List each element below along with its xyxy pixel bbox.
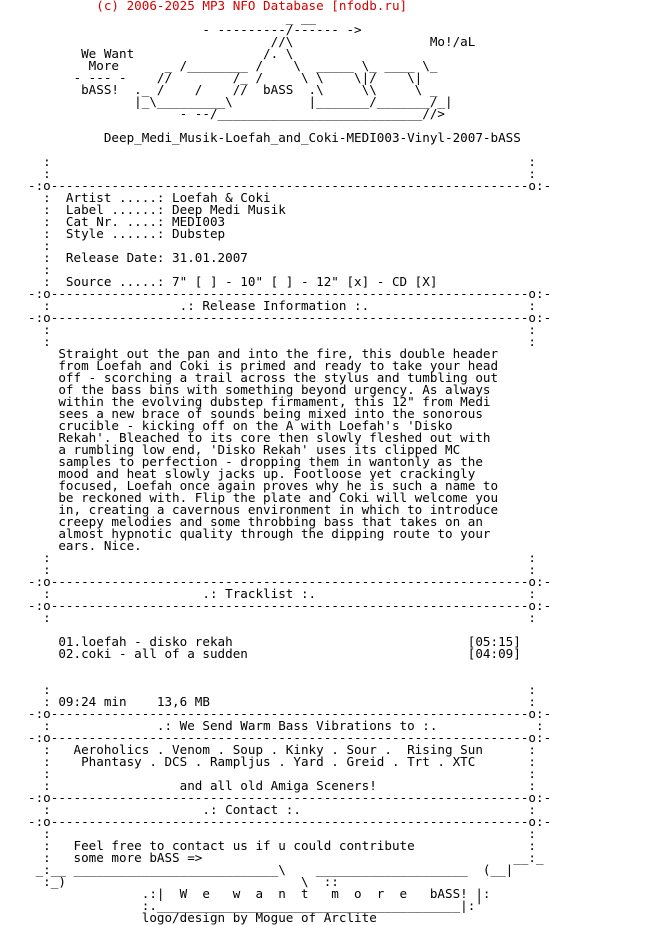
logo-art-line: bASS! ._ / / // bASS .\ \\ \ _ — [28, 82, 438, 97]
greets-line: : : — [28, 766, 536, 781]
release-text-line: be reckoned with. Flip the plate and Coki will welcome you — [28, 490, 499, 505]
info-label: : Label ......: Deep Medi Musik — [28, 202, 286, 217]
section-tracklist: : .: Tracklist :. : — [28, 586, 536, 601]
nfo-document — [28, 0, 551, 924]
logo-art-line: - --- - // /_ / \ \ \|/ \| — [28, 70, 423, 85]
contact-line: : Feel free to contact us if u could contribute : — [28, 838, 536, 853]
logo-art-line: More _ /________ / \ _____ \_ ____ \_ — [28, 58, 438, 73]
release-text-line: a rumbling low end, 'Disko Rekah' uses its clipped MC — [28, 442, 461, 457]
release-text-line: crucible - kicking off on the A with Loefah's 'Disko — [28, 418, 453, 433]
release-text-line: Straight out the pan and into the fire, this double header — [28, 346, 499, 361]
frame-rule: -:o---------------------------------------------------------------o:- — [28, 310, 552, 325]
frame-rule: -:o---------------------------------------------------------------o:- — [28, 730, 552, 745]
frame-rule: -:o---------------------------------------------------------------o:- — [28, 598, 552, 613]
release-text-line: ears. Nice. — [28, 538, 142, 553]
frame-rule: -:o---------------------------------------------------------------o:- — [28, 706, 552, 721]
release-text-line: from Loefah and Coki is primed and ready to take your head — [28, 358, 499, 373]
contact-line: : some more bASS => __:_ — [28, 850, 544, 865]
release-text-line: Rekah'. Bleached to its core then slowly fleshed out with — [28, 430, 491, 445]
frame-side: : : — [28, 154, 536, 169]
frame-rule: -:o---------------------------------------------------------------o:- — [28, 178, 552, 193]
info-catnr: : Cat Nr. ....: MEDI003 — [28, 214, 226, 229]
logo-art-line: We Want /. \ — [28, 46, 294, 61]
frame-side: : : — [28, 610, 536, 625]
release-text-line: samples to perfection - dropping them in wantonly as the — [28, 454, 483, 469]
frame-blank: : — [28, 238, 51, 253]
release-text-line: focused, Loefah once again proves why he is such a name to — [28, 478, 499, 493]
release-title: Deep_Medi_Musik-Loefah_and_Coki-MEDI003-Vinyl-2007-bASS — [28, 130, 521, 145]
info-artist: : Artist .....: Loefah & Coki — [28, 190, 271, 205]
info-style: : Style ......: Dubstep — [28, 226, 226, 241]
release-text-line: within the evolving dubstep firmament, this 12" from Medi — [28, 394, 491, 409]
section-contact: : .: Contact :. : — [28, 802, 536, 817]
frame-side: : : — [28, 550, 536, 565]
greets-line: : Phantasy . DCS . Rampljus . Yard . Greid . Trt . XTC : — [28, 754, 536, 769]
release-text-line: almost hypnotic quality through the dipping route to your — [28, 526, 491, 541]
frame-rule: -:o---------------------------------------------------------------o:- — [28, 790, 552, 805]
section-release-info: : .: Release Information :. : — [28, 298, 536, 313]
contact-line: .:| W e w a n t m o r e bASS! |: — [28, 886, 491, 901]
contact-line: : : — [28, 826, 536, 841]
track-row: 01.loefah - disko rekah [05:15] — [28, 634, 521, 649]
logo-art-line: - --/___________________________//> — [28, 106, 446, 121]
credit-line: logo/design by Mogue of Arclite — [28, 910, 377, 925]
contact-line: :.________________________________________|:' — [28, 898, 483, 913]
section-greets: : .: We Send Warm Bass Vibrations to :. : — [28, 718, 544, 733]
release-text-line: mood and heat slowly jacks up. Footloose yet crackingly — [28, 466, 476, 481]
track-row: 02.coki - all of a sudden [04:09] — [28, 646, 521, 661]
frame-side: : : — [28, 166, 536, 181]
frame-blank: : — [28, 262, 51, 277]
logo-art-line: - ---------/------ -> — [28, 22, 362, 37]
release-text-line: in, creating a cavernous environment in which to introduce — [28, 502, 499, 517]
release-text-line: of the bass bins with something beyond urgency. As always — [28, 382, 491, 397]
frame-rule: -:o---------------------------------------------------------------o:- — [28, 814, 552, 829]
frame-side: : : — [28, 322, 536, 337]
logo-art-line: _ __ — [28, 10, 317, 25]
site-banner: (c) 2006-2025 MP3 NFO Database [nfodb.ru] — [28, 0, 408, 13]
frame-rule: -:o---------------------------------------------------------------o:- — [28, 574, 552, 589]
frame-side: : : — [28, 562, 536, 577]
frame-side: : : — [28, 682, 536, 697]
contact-line: :_) \ :: — [28, 874, 483, 889]
contact-line: _:__ ___________________________\ ____________________ (__| — [28, 862, 514, 877]
logo-art-line: //\ Mo!/aL — [28, 34, 476, 49]
release-text-line: sees a new brace of sounds being mixed into the sonorous — [28, 406, 483, 421]
info-release-date: : Release Date: 31.01.2007 — [28, 250, 248, 265]
info-source: : Source .....: 7" [ ] - 10" [ ] - 12" [x] - CD [X] — [28, 274, 438, 289]
greets-line: : Aeroholics . Venom . Soup . Kinky . Sour . Rising Sun : — [28, 742, 536, 757]
release-text-line: off - scorching a trail across the stylus and tumbling out — [28, 370, 499, 385]
release-text-line: creepy melodies and some throbbing bass that takes on an — [28, 514, 483, 529]
release-totals: : 09:24 min 13,6 MB : — [28, 694, 536, 709]
frame-side: : : — [28, 334, 536, 349]
spacer — [28, 660, 551, 672]
logo-art-line: |_\_________\ |_______/_______/_| — [28, 94, 453, 109]
frame-rule: -:o---------------------------------------------------------------o:- — [28, 286, 552, 301]
greets-line: : and all old Amiga Sceners! : — [28, 778, 536, 793]
